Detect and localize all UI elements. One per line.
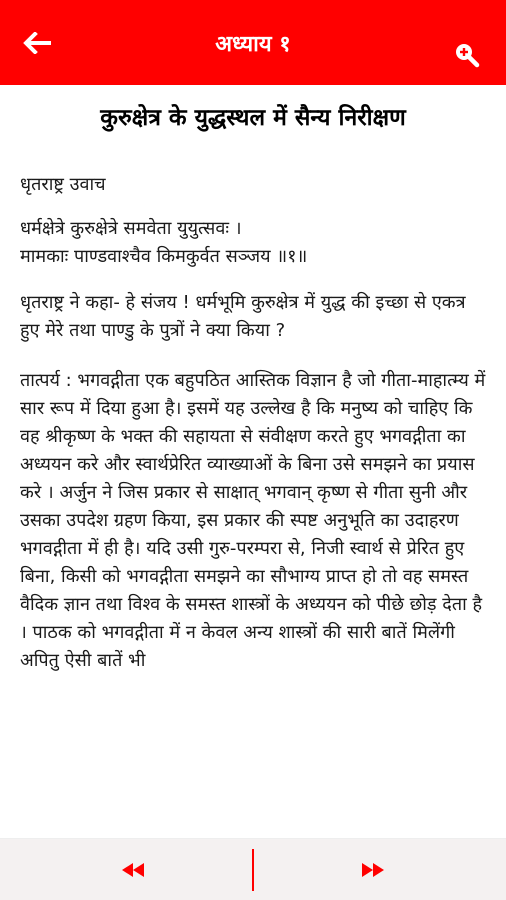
translation-text: धृतराष्ट्र ने कहा- हे संजय ! धर्मभूमि कुरुक्षेत्र में युद्ध की इच्छा से एकत्र हुए मेरे तथा पाण्डु के पुत्रों ने क्या किया ?	[20, 292, 466, 341]
app-header	[0, 0, 506, 85]
zoom-button[interactable]	[452, 40, 482, 70]
arrow-left-icon	[23, 32, 53, 54]
rewind-icon	[120, 861, 146, 879]
shloka-line: धर्मक्षेत्रे कुरुक्षेत्रे समवेता युयुत्सवः ।	[20, 218, 242, 239]
navigation-footer	[0, 838, 506, 900]
fast-forward-icon	[360, 861, 386, 879]
shloka-line: मामकाः पाण्डवाश्चैव किमकुर्वत सञ्जय ॥१॥	[20, 246, 308, 267]
purport-text: तात्पर्य : भगवद्गीता एक बहुपठित आस्तिक विज्ञान है जो गीता-माहात्म्य में सार रूप में दिया हुआ है। इसमें यह उल्लेख है कि मनुष्य को चाहिए कि वह श्रीकृष्ण के भक्त की सहायता से संवीक्षण करते हुए भगवद्गीता का अध्ययन करे और स्वार्थप्रेरित व्याख्याओं के बिना उसे समझने का प्रयास करे । अर्जुन ने जिस प्रकार से साक्षात् भगवान् कृष्ण से गीता सुनी और उसका उपदेश ग्रहण किया, इस प्रकार की स्पष्ट अनुभूति का उदाहरण भगवद्गीता में ही है। यदि उसी गुरु-परम्परा से, निजी स्वार्थ से प्रेरित हुए बिना, किसी को भगवद्गीता समझने का सौभाग्य प्राप्त हो तो वह समस्त वैदिक ज्ञान तथा विश्व के समस्त शास्त्रों के अध्ययन को पीछे छोड़ देता है । पाठक को भगवद्गीता में न केवल अन्य शास्त्रों की सारी बातें मिलेंगी अपितु ऐसी बातें भी	[20, 370, 486, 671]
next-verse-button[interactable]	[350, 855, 396, 885]
page-title: अध्याय १	[215, 31, 291, 57]
previous-verse-button[interactable]	[110, 855, 156, 885]
chapter-content[interactable]	[0, 85, 506, 838]
footer-divider	[252, 849, 254, 891]
zoom-in-icon	[454, 42, 480, 68]
speaker-line: धृतराष्ट्र उवाच	[20, 174, 106, 195]
chapter-title: कुरुक्षेत्र के युद्धस्थल में सैन्य निरीक्षण	[100, 105, 406, 131]
shloka-verse	[20, 215, 490, 271]
back-button[interactable]	[22, 30, 54, 56]
